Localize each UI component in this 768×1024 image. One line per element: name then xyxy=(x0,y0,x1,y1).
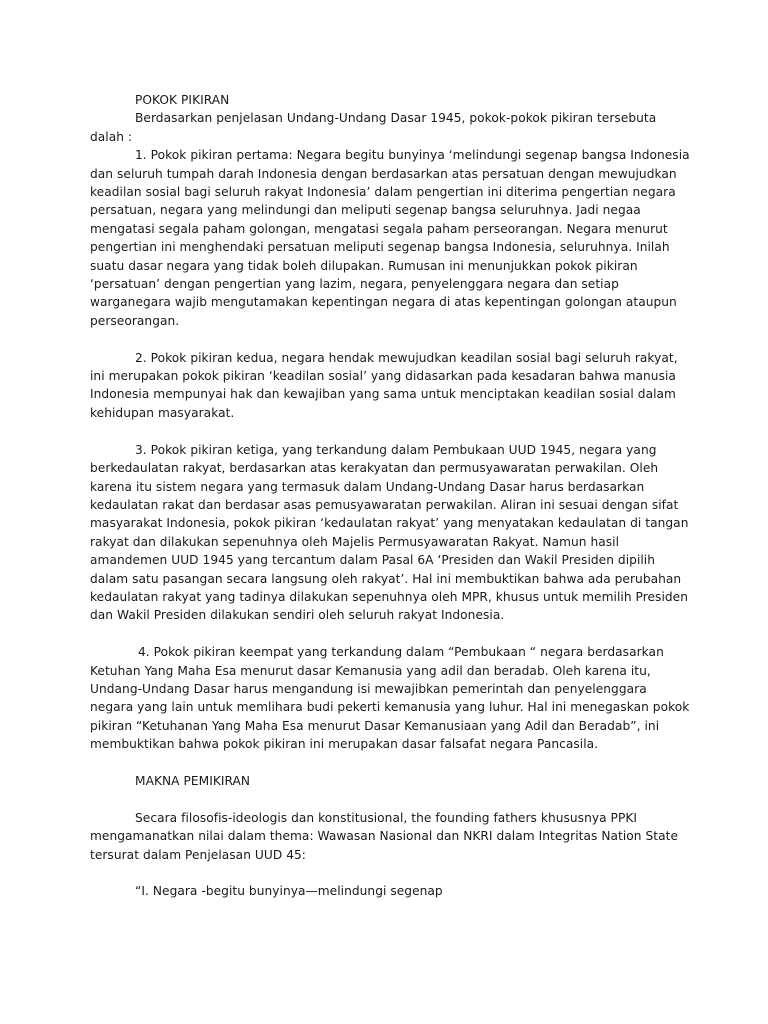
point-1-paragraph: 1. Pokok pikiran pertama: Negara begitu bunyinya ‘melindungi segenap bangsa Indonesia dan seluruh tumpah darah Indonesia dengan berdasarkan atas persatuan dengan mewujudkan keadilan sosial bagi seluruh rakyat Indonesia’ dalam pengertian ini diterima pengertian negara persatuan, negara yang melindungi dan meliputi segenap bangsa seluruhnya. Jadi negaa mengatasi segala paham golongan, mengatasi segala paham perseorangan. Negara menurut pengertian ini menghendaki persatuan meliputi segenap bangsa Indonesia, seluruhnya. Inilah suatu dasar negara yang tidak boleh dilupakan. Rumusan ini menunjukkan pokok pikiran ‘persatuan’ dengan pengertian yang lazim, negara, penyelenggara negara dan setiap warganegara wajib mengutamakan kepentingan negara di atas kepentingan golongan ataupun perseorangan. xyxy=(90,148,690,328)
intro-paragraph: Berdasarkan penjelasan Undang-Undang Dasar 1945, pokok-pokok pikiran tersebuta dalah : xyxy=(90,111,657,144)
heading-makna-pemikiran: MAKNA PEMIKIRAN xyxy=(135,773,251,788)
paragraph-spacer xyxy=(90,754,690,772)
makna-paragraph: Secara filosofis-ideologis dan konstitusional, the founding fathers khususnya PPKI mengamanatkan nilai dalam thema: Wawasan Nasional dan NKRI dalam Integritas Nation State tersurat dalam Penjelasan UUD 45: xyxy=(90,810,679,862)
paragraph-spacer xyxy=(90,625,690,643)
point-3-paragraph: 3. Pokok pikiran ketiga, yang terkandung dalam Pembukaan UUD 1945, negara yang berkedaulatan rakyat, berdasarkan atas kerakyatan dan permusyawaratan perwakilan. Oleh karena itu sistem negara yang termasuk dalam Undang-Undang Dasar harus berdasarkan kedaulatan rakat dan berdasar asas pemusyawaratan perwakilan. Aliran ini sesuai dengan sifat masyarakat Indonesia, pokok pikiran ‘kedaulatan rakyat’ yang menyatakan kedaulatan di tangan rakyat dan dilakukan sepenuhnya oleh Majelis Permusyawaratan Rakyat. Namun hasil amandemen UUD 1945 yang tercantum dalam Pasal 6A ‘Presiden dan Wakil Presiden dipilih dalam satu pasangan secara langsung oleh rakyat’. Hal ini membuktikan bahwa ada perubahan kedaulatan rakyat yang tadinya dilakukan sepenuhnya oleh MPR, khusus untuk memilih Presiden dan Wakil Presiden dilakukan sendiri oleh seluruh rakyat Indonesia. xyxy=(90,442,689,623)
quote-paragraph: “I. Negara -begitu bunyinya—melindungi segenap xyxy=(135,884,443,899)
heading-pokok-pikiran: POKOK PIKIRAN xyxy=(135,93,230,107)
paragraph-spacer xyxy=(90,422,690,440)
document-body xyxy=(90,91,690,901)
point-2-paragraph: 2. Pokok pikiran kedua, negara hendak mewujudkan keadilan sosial bagi seluruh rakyat, ini merupakan pokok pikiran ‘keadilan sosial’ yang didasarkan pada kesadaran bahwa manusia Indonesia mempunyai hak dan kewajiban yang sama untuk menciptakan keadilan sosial dalam kehidupan masyarakat. xyxy=(90,350,678,420)
point-4-paragraph: 4. Pokok pikiran keempat yang terkandung dalam “Pembukaan “ negara berdasarkan Ketuhan Yang Maha Esa menurut dasar Kemanusia yang adil dan beradab. Oleh karena itu, Undang-Undang Dasar harus mengandung isi mewajibkan pemerintah dan penyelenggara negara yang lain untuk memlihara budi pekerti kemanusia yang luhur. Hal ini menegaskan pokok pikiran “Ketuhanan Yang Maha Esa menurut Dasar Kemanusiaan yang Adil dan Beradab”, ini membuktikan bahwa pokok pikiran ini merupakan dasar falsafat negara Pancasila. xyxy=(90,645,690,752)
paragraph-spacer xyxy=(90,864,690,882)
paragraph-spacer xyxy=(90,790,690,808)
paragraph-spacer xyxy=(90,330,690,348)
